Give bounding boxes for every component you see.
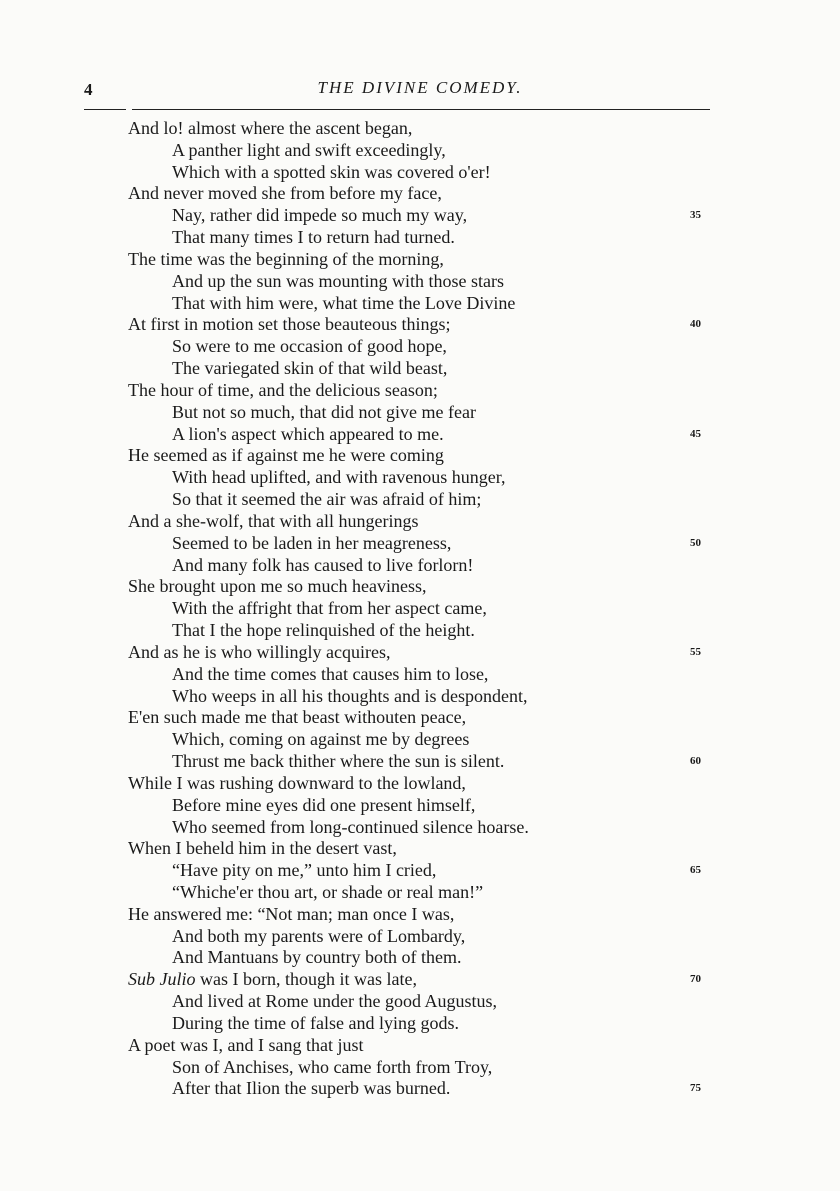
poem-line <box>0 183 840 205</box>
poem-line <box>0 358 840 380</box>
poem-line <box>0 205 840 227</box>
poem-line <box>0 969 840 991</box>
poem-line <box>0 227 840 249</box>
poem-line-text: So were to me occasion of good hope, <box>172 336 447 357</box>
poem-line <box>0 140 840 162</box>
poem-line-text: He answered me: “Not man; man once I was, <box>128 903 455 924</box>
line-number: 60 <box>690 755 701 768</box>
poem-line <box>0 424 840 446</box>
poem-line <box>0 664 840 686</box>
poem-line <box>0 402 840 424</box>
poem-line <box>0 904 840 926</box>
poem-line <box>0 293 840 315</box>
line-number: 50 <box>690 536 701 549</box>
header-rule-right <box>132 109 710 110</box>
poem-line-text: A lion's aspect which appeared to me. <box>172 423 444 444</box>
poem-line-text: Seemed to be laden in her meagreness, <box>172 532 452 553</box>
poem-line-remainder: was I born, though it was late, <box>200 969 417 990</box>
poem-line <box>0 707 840 729</box>
poem-line <box>0 380 840 402</box>
poem-line <box>0 686 840 708</box>
poem-line-text: “Have pity on me,” unto him I cried, <box>172 860 437 881</box>
poem-line-text: Who weeps in all his thoughts and is despondent, <box>172 685 528 706</box>
poem-line-text: Before mine eyes did one present himself, <box>172 794 476 815</box>
poem-line-text: Who seemed from long-continued silence hoarse. <box>172 816 529 837</box>
poem-line <box>0 882 840 904</box>
poem-line <box>0 860 840 882</box>
poem-line-text: “Whiche'er thou art, or shade or real man!” <box>172 881 484 902</box>
poem-line <box>0 817 840 839</box>
poem-line-text: That many times I to return had turned. <box>172 227 455 248</box>
poem-line-text: During the time of false and lying gods. <box>172 1012 459 1033</box>
poem-line-text: But not so much, that did not give me fear <box>172 401 476 422</box>
poem-line-text: A panther light and swift exceedingly, <box>172 139 446 160</box>
poem-line-text: Which with a spotted skin was covered o'er! <box>172 161 491 182</box>
poem-line <box>0 467 840 489</box>
poem-line <box>0 162 840 184</box>
poem-line <box>0 991 840 1013</box>
poem-line <box>0 620 840 642</box>
poem-line <box>0 533 840 555</box>
poem-line <box>0 838 840 860</box>
poem-line-text: E'en such made me that beast withouten peace, <box>128 707 467 728</box>
poem-line <box>0 1057 840 1079</box>
poem-line <box>0 336 840 358</box>
poem-line <box>0 555 840 577</box>
poem-line <box>0 773 840 795</box>
poem-line-text: That I the hope relinquished of the height. <box>172 620 475 641</box>
poem-line-text: And lived at Rome under the good Augustus, <box>172 991 497 1012</box>
poem-line-text: And a she-wolf, that with all hungerings <box>128 510 419 531</box>
poem-line <box>0 1013 840 1035</box>
poem-line <box>0 642 840 664</box>
line-number: 45 <box>690 427 701 440</box>
poem-line-text: The time was the beginning of the morning, <box>128 248 444 269</box>
poem-line-text: And lo! almost where the ascent began, <box>128 118 413 138</box>
poem-line <box>0 118 840 140</box>
line-number: 35 <box>690 209 701 222</box>
poem-line <box>0 598 840 620</box>
poem-line <box>0 576 840 598</box>
poem-line-text: Which, coming on against me by degrees <box>172 729 470 750</box>
poem-line <box>0 445 840 467</box>
line-number: 65 <box>690 864 701 877</box>
poem-line <box>0 489 840 511</box>
poem-line-text <box>128 969 417 991</box>
poem-line <box>0 1035 840 1057</box>
poem-line-text: And both my parents were of Lombardy, <box>172 925 466 946</box>
poem-line-text: The variegated skin of that wild beast, <box>172 358 448 379</box>
poem-line <box>0 729 840 751</box>
poem-line-text: And as he is who willingly acquires, <box>128 641 391 662</box>
poem-line-text: Son of Anchises, who came forth from Troy, <box>172 1056 493 1077</box>
poem-line-text: After that Ilion the superb was burned. <box>172 1078 451 1099</box>
poem-line-text: The hour of time, and the delicious season; <box>128 379 438 400</box>
poem-line-text: And up the sun was mounting with those stars <box>172 270 504 291</box>
poem-line-text: And Mantuans by country both of them. <box>172 947 462 968</box>
poem-line-text: And never moved she from before my face, <box>128 183 442 204</box>
poem-line-text: He seemed as if against me he were coming <box>128 445 444 466</box>
poem-line <box>0 1078 840 1100</box>
page-number: 4 <box>84 80 93 99</box>
header-rule-left <box>84 109 126 110</box>
running-head: THE DIVINE COMEDY. <box>317 78 523 97</box>
poem-line <box>0 926 840 948</box>
poem-line-text: Nay, rather did impede so much my way, <box>172 205 468 226</box>
line-number: 75 <box>690 1082 701 1095</box>
poem-line-text: She brought upon me so much heaviness, <box>128 576 427 597</box>
poem-line-text: At first in motion set those beauteous things; <box>128 314 451 335</box>
poem-line-text: With the affright that from her aspect came, <box>172 598 487 619</box>
poem-line <box>0 271 840 293</box>
poem-line <box>0 249 840 271</box>
poem-line-text: And many folk has caused to live forlorn! <box>172 554 474 575</box>
poem-line-text: While I was rushing downward to the lowland, <box>128 772 466 793</box>
poem-line-text: Thrust me back thither where the sun is silent. <box>172 751 505 772</box>
italic-phrase: Sub Julio <box>128 969 196 990</box>
poem-line-text: When I beheld him in the desert vast, <box>128 838 397 859</box>
poem-line <box>0 795 840 817</box>
line-number: 55 <box>690 645 701 658</box>
poem-body <box>0 118 840 1100</box>
poem-line <box>0 314 840 336</box>
poem-line-text: A poet was I, and I sang that just <box>128 1034 364 1055</box>
poem-line-text: So that it seemed the air was afraid of him; <box>172 489 482 510</box>
poem-line <box>0 751 840 773</box>
poem-line-text: And the time comes that causes him to lose, <box>172 663 489 684</box>
line-number: 70 <box>690 973 701 986</box>
poem-line-text: With head uplifted, and with ravenous hunger, <box>172 467 506 488</box>
poem-line <box>0 511 840 533</box>
poem-line-text: That with him were, what time the Love Divine <box>172 292 516 313</box>
line-number: 40 <box>690 318 701 331</box>
poem-line <box>0 947 840 969</box>
